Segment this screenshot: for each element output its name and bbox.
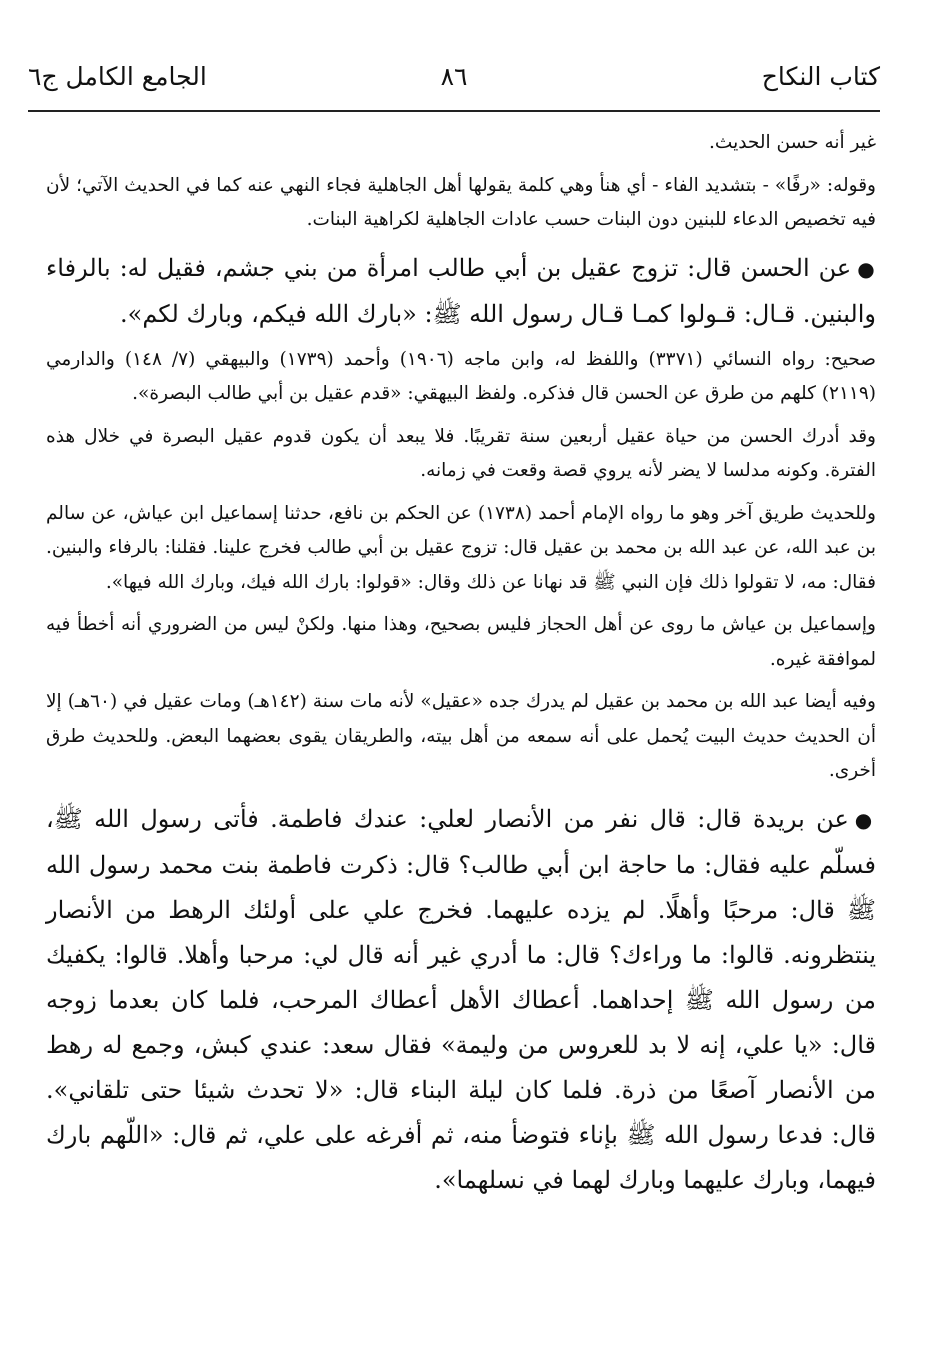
- paragraph-text: صحيح: رواه النسائي (٣٣٧١) واللفظ له، وابن ماجه (١٩٠٦) وأحمد (١٧٣٩) والبيهقي (٧/ ١٤٨) والدارمي (٢١١٩) كلهم من طرق عن الحسن قال فذكره. ولفظ البيهقي: «قدم عقيل بن أبي طالب البصرة».: [46, 348, 876, 404]
- hadith-paragraph: [46, 797, 876, 1203]
- bullet-icon: ●: [854, 807, 877, 832]
- paragraph: [46, 497, 876, 601]
- header-divider: [28, 110, 880, 112]
- paragraph-text: وقوله: «رفًا» - بتشديد الفاء - أي هنأ وهي كلمة يقولها أهل الجاهلية فجاء النهي عنه كما في الحديث الآتي؛ لأن فيه تخصيص الدعاء للبنين دون البنات حسب عادات الجاهلية لكراهية البنات.: [46, 174, 876, 230]
- paragraph: [46, 685, 876, 789]
- paragraph-text: وقد أدرك الحسن من حياة عقيل أربعين سنة تقريبًا. فلا يبعد أن يكون قدوم عقيل البصرة في خلال هذه الفترة. وكونه مدلسا لا يضر لأنه يروي قصة وقعت في زمانه.: [46, 425, 876, 481]
- bullet-icon: ●: [857, 256, 876, 281]
- volume-title: الجامع الكامل ج٦: [28, 62, 207, 91]
- page-number: ٨٦: [440, 62, 468, 91]
- hadith-paragraph: [46, 246, 876, 337]
- paragraph: [46, 420, 876, 489]
- paragraph-text: غير أنه حسن الحديث.: [709, 132, 876, 153]
- paragraph-text: وإسماعيل بن عياش ما روى عن أهل الحجاز فليس بصحيح، وهذا منها. ولكنْ ليس من الضروري أنه أخطأ فيه لموافقة غيره.: [46, 614, 876, 670]
- paragraph: [46, 126, 876, 161]
- paragraph: [46, 343, 876, 412]
- book-title: كتاب النكاح: [761, 62, 880, 91]
- paragraph-text: وللحديث طريق آخر وهو ما رواه الإمام أحمد (١٧٣٨) عن الحكم بن نافع، حدثنا إسماعيل ابن عياش، عن سالم بن عبد الله، عن عبد الله بن محمد بن عقيل قال: تزوج عقيل بن أبي طالب فخرج علينا. فقلنا: بالرفاء والبنين. فقال: مه، لا تقولوا ذلك فإن النبي ﷺ قد نهانا عن ذلك وقال: «قولوا: بارك الله فيك، وبارك الله فيها».: [46, 502, 876, 593]
- paragraph-text: عن بريدة قال: قال نفر من الأنصار لعلي: عندك فاطمة. فأتى رسول الله ﷺ، فسلّم عليه فقال: ما حاجة ابن أبي طالب؟ قال: ذكرت فاطمة بنت محمد رسول الله ﷺ قال: مرحبًا وأهلًا. لم يزده عليهما. فخرج علي على أولئك الرهط من الأنصار ينتظرونه. قالوا: ما وراءك؟ قال: ما أدري غير أنه قال لي: مرحبا وأهلا. قالوا: يكفيك من رسول الله ﷺ إحداهما. أعطاك الأهل أعطاك المرحب، فلما كان بعدما زوجه قال: «يا علي، إنه لا بد للعروس من وليمة» فقال سعد: عندي كبش، وجمع له رهط من الأنصار آصعًا من ذرة. فلما كان ليلة البناء قال: «لا تحدث شيئا حتى تلقاني». قال: فدعا رسول الله ﷺ بإناء فتوضأ منه، ثم أفرغه على علي، ثم قال: «اللّهم بارك فيهما، وبارك عليهما وبارك لهما في نسلهما».: [46, 804, 876, 1194]
- paragraph: [46, 608, 876, 677]
- page-body: [46, 126, 876, 1203]
- paragraph: [46, 169, 876, 238]
- paragraph-text: وفيه أيضا عبد الله بن محمد بن عقيل لم يدرك جده «عقيل» لأنه مات سنة (١٤٢هـ) ومات عقيل في (٦٠هـ) إلا أن الحديث حديث البيت يُحمل على أنه سمعه من أهل بيته، والطريقان يقوى بعضهما البعض. وللحديث طرق أخرى.: [46, 691, 876, 781]
- paragraph-text: عن الحسن قال: تزوج عقيل بن أبي طالب امرأة من بني جشم، فقيل له: بالرفاء والبنين. قـال: قـولوا كمـا قـال رسول الله ﷺ: «بارك الله فيكم، وبارك لكم».: [46, 253, 876, 328]
- page-header: [28, 56, 880, 100]
